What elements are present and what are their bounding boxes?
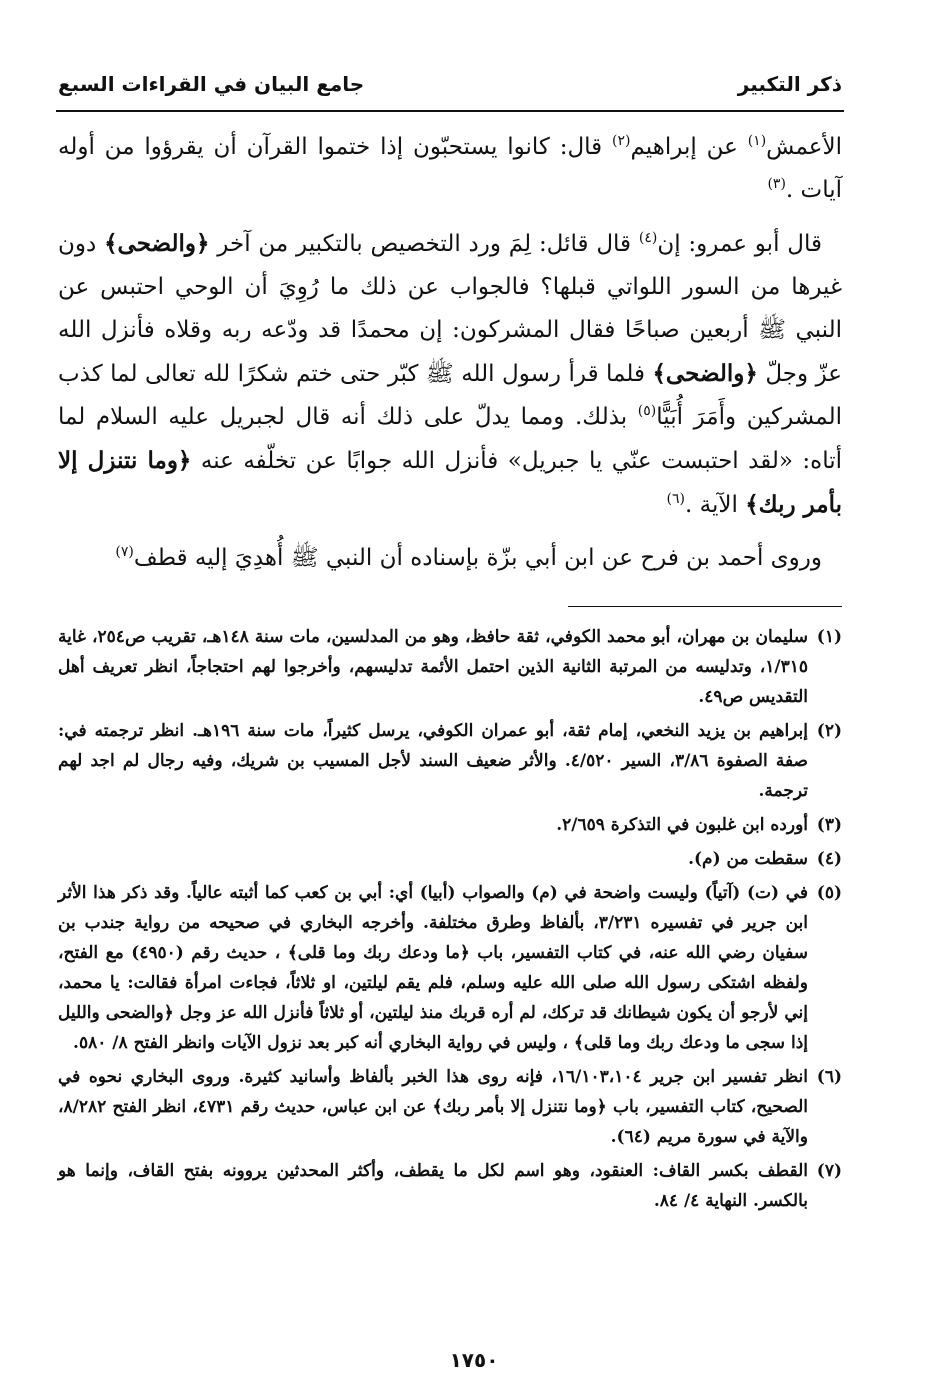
header-divider [56, 110, 844, 112]
footnote-text: سقطت من (م). [688, 849, 808, 869]
footnote [58, 622, 842, 712]
footnote-text: القطف بكسر القاف: العنقود، وهو اسم لكل ما يقطف، وأكثر المحدثين يروونه بفتح القاف، وإنما هو بالكسر. النهاية ٤/ ٨٤. [58, 1161, 808, 1211]
footnote-ref-7: (٧) [115, 544, 134, 560]
footnote-ref-6: (٦) [666, 491, 686, 507]
footnote-number: (٦) [816, 1067, 842, 1087]
text-run: قال: كانوا يستحبّون إذا ختموا القرآن أن يقرؤوا من أوله آيات . [58, 134, 842, 203]
book-title: جامع البيان في القراءات السبع [58, 72, 365, 96]
footnote-number: (٢) [816, 721, 842, 741]
footnote-text: سليمان بن مهران، أبو محمد الكوفي، ثقة حافظ، وهو من المدلسين، مات سنة ١٤٨هـ، تقريب ص٢٥٤، غاية ١/٣١٥، وتدليسه من المرتبة الثانية الذين احتمل الأئمة تدليسهم، وأخرجوا لهم احتجاجاً، انظر تعريف أهل التقديس ص٤٩. [58, 627, 808, 707]
footnote [58, 716, 842, 806]
paragraph-1 [58, 126, 842, 212]
footnote-ref-3: (٣) [767, 176, 786, 192]
text-run: الأعمش [766, 134, 843, 160]
paragraph-2 [58, 222, 842, 527]
footnote-ref-5: (٥) [637, 403, 657, 419]
quran-quote: ﴿وما نتنزل إلا بأمر ربك﴾ [58, 447, 842, 518]
page-number: ١٧٥٠ [449, 1348, 499, 1372]
footnote-number: (٥) [816, 883, 842, 903]
text-run: فلما قرأ رسول الله ﷺ كبّر حتى ختم شكرًا لله تعالى لما كذب المشركين وأَمَرَ أُبَيًّا [58, 361, 842, 430]
footnote-text: في (ت) (آتياً) وليست واضحة في (م) والصواب (أبيا) أي: أبي بن كعب كما أثبته عالياً. وقد ذكر هذا الأثر ابن جرير في تفسيره ٣/٢٣١، بألفاظ وطرق مختلفة. وأخرجه البخاري في صحيحه من رواية جندب بن سفيان رضي الله عنه، في كتاب التفسير، باب ﴿ما ودعك ربك وما قلى﴾ ، حديث رقم (٤٩٥٠) مع الفتح، ولفظه اشتكى رسول الله صلى الله عليه وسلم، فلم يقم ليلتين، او ثلاثاً، فجاءت امرأة فقالت: يا محمد، إني لأرجو أن يكون شيطانك قد تركك، لم أره قربك منذ ليلتين، أو ثلاثاً فأنزل الله عز وجل ﴿والضحى والليل إذا سجى ما ودعك ربك وما قلى﴾ ، وليس في رواية البخاري أنه كبر بعد نزول الآيات وانظر الفتح ٨/ ٥٨٠. [58, 883, 808, 1053]
paragraph-3 [58, 537, 842, 580]
footnote-number: (٧) [816, 1161, 842, 1181]
footnote-number: (١) [816, 627, 842, 647]
text-run: عن إبراهيم [630, 134, 748, 160]
footnote-number: (٣) [816, 815, 842, 835]
chapter-title: ذكر التكبير [737, 72, 842, 96]
footnote [58, 1156, 842, 1216]
footnote-ref-2: (٢) [612, 133, 631, 149]
quran-quote: ﴿والضحى﴾ [652, 360, 758, 387]
footnote-number: (٤) [816, 849, 842, 869]
footnote-text: انظر تفسير ابن جرير ١٦/١٠٣،١٠٤، فإنه روى هذا الخبر بألفاظ وأسانيد كثيرة. وروى البخاري نحوه في الصحيح، كتاب التفسير، باب ﴿وما نتنزل إلا بأمر ربك﴾ عن ابن عباس، حديث رقم ٤٧٣١، انظر الفتح ٨/٢٨٢، والآية في سورة مريم (٦٤). [58, 1067, 808, 1147]
main-text [58, 126, 842, 590]
footnote-text: إبراهيم بن يزيد النخعي، إمام ثقة، أبو عمران الكوفي، يرسل كثيراً، مات سنة ١٩٦هـ. انظر ترجمته في: صفة الصفوة ٣/٨٦، السير ٤/٥٢٠. والأثر ضعيف السند لأجل المسيب بن شريك، وفيه رجال لم اجد لهم ترجمة. [58, 721, 809, 801]
text-run: قال قائل: لِمَ ورد التخصيص بالتكبير من آخر [209, 231, 639, 257]
footnote [58, 810, 842, 840]
text-run: وروى أحمد بن فرح عن ابن أبي بزّة بإسناده أن النبي ﷺ أُهدِيَ إليه قطف [133, 545, 822, 571]
page-header [58, 72, 842, 102]
footnote [58, 878, 842, 1058]
footnote [58, 1062, 842, 1152]
footnote-ref-4: (٤) [638, 230, 658, 246]
footnote-divider [568, 606, 842, 607]
text-run: دون غيرها من السور اللواتي قبلها؟ فالجواب عن ذلك ما رُوِيَ أن الوحي احتبس عن النبي ﷺ أربعين صباحًا فقال المشركون: إن محمدًا قد ودّعه ربه وقلاه فأنزل الله عزّ وجلّ [58, 231, 843, 387]
footnote-ref-1: (١) [747, 133, 767, 149]
footnote [58, 844, 842, 874]
text-run: بذلك. ومما يدلّ على ذلك أنه قال لجبريل عليه السلام لما أتاه: «لقد احتبست عنّي يا جبريل» فأنزل الله جوابًا عن تخلّفه عنه [58, 404, 842, 474]
footnotes [58, 622, 842, 1220]
footnote-text: أورده ابن غلبون في التذكرة ٢/٦٥٩. [556, 815, 808, 835]
quran-quote: ﴿والضحى﴾ [104, 230, 210, 257]
text-run: قال أبو عمرو: إن [657, 231, 822, 257]
text-run: الآية . [685, 492, 746, 518]
